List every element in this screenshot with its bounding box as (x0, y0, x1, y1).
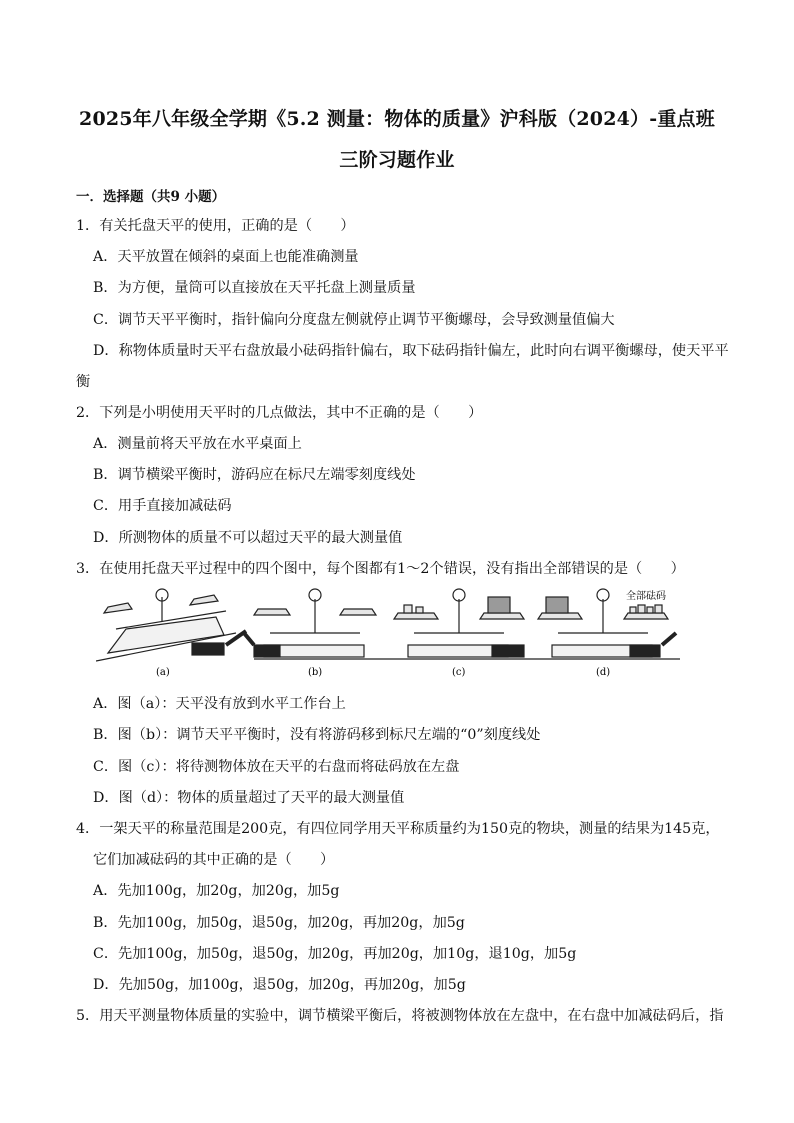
question-1-option-a: A．天平放置在倾斜的桌面上也能准确测量 (93, 249, 359, 265)
question-4-option-c: C．先加100g，加50g，退50g，加20g，再加20g，加10g，退10g，加5g (93, 946, 577, 962)
question-3-option-a: A．图（a）：天平没有放到水平工作台上 (93, 696, 346, 712)
balance-diagram-b (244, 589, 394, 659)
balance-diagram-a (96, 589, 246, 661)
question-2-option-a: A．测量前将天平放在水平桌面上 (93, 436, 302, 452)
question-1-option-d-continued: 衡 (76, 374, 91, 390)
question-2-stem: 2．下列是小明使用天平时的几点做法，其中不正确的是（ ） (76, 405, 483, 421)
question-4-option-a: A．先加100g，加20g，加20g，加5g (93, 883, 340, 899)
question-2-option-b: B．调节横梁平衡时，游码应在标尺左端零刻度线处 (93, 467, 416, 483)
document-title-line-1: 2025年八年级全学期《5.2 测量：物体的质量》沪科版（2024）-重点班 (79, 108, 715, 130)
section-heading: 一．选择题（共9 小题） (76, 189, 226, 205)
question-4-stem-continued: 它们加减砝码的其中正确的是（ ） (93, 852, 335, 868)
question-3-stem: 3．在使用托盘天平过程中的四个图中，每个图都有1～2个错误，没有指出全部错误的是（ ） (76, 561, 685, 577)
question-3-option-b: B．图（b）：调节天平平衡时，没有将游码移到标尺左端的“0”刻度线处 (93, 727, 541, 743)
question-1-option-c: C．调节天平平衡时，指针偏向分度盘左侧就停止调节平衡螺母，会导致测量值偏大 (93, 312, 615, 328)
question-4-stem: 4．一架天平的称量范围是200克，有四位同学用天平称质量约为150克的物块，测量的结果为145克， (76, 821, 720, 837)
question-1-option-d: D．称物体质量时天平右盘放最小砝码指针偏右，取下砝码指针偏左，此时向右调平衡螺母，使天平平 (93, 343, 729, 359)
question-4-option-d: D．先加50g，加100g，退50g，加20g，再加20g，加5g (93, 977, 466, 993)
question-1-option-b: B．为方便，量筒可以直接放在天平托盘上测量质量 (93, 280, 416, 296)
figure-label-d: (d) (596, 667, 611, 678)
question-2-option-c: C．用手直接加减砝码 (93, 498, 232, 514)
balance-figure (96, 583, 722, 679)
document-title-line-2: 三阶习题作业 (339, 149, 455, 171)
question-3-option-c: C．图（c）：将待测物体放在天平的右盘而将砝码放在左盘 (93, 759, 460, 775)
figure-label-a: (a) (156, 667, 170, 678)
balance-diagram-c (394, 589, 538, 659)
figure-note-all-weights: 全部砝码 (626, 591, 666, 602)
question-4-option-b: B．先加100g，加50g，退50g，加20g，再加20g，加5g (93, 915, 465, 931)
question-1-stem: 1．有关托盘天平的使用，正确的是（ ） (76, 218, 355, 234)
question-5-stem: 5．用天平测量物体质量的实验中，调节横梁平衡后，将被测物体放在左盘中，在右盘中加减砝码后，指 (76, 1008, 724, 1024)
question-2-option-d: D．所测物体的质量不可以超过天平的最大测量值 (93, 530, 403, 546)
question-3-option-d: D．图（d）：物体的质量超过了天平的最大测量值 (93, 790, 405, 806)
figure-label-c: (c) (452, 667, 466, 678)
figure-label-b: (b) (308, 667, 323, 678)
